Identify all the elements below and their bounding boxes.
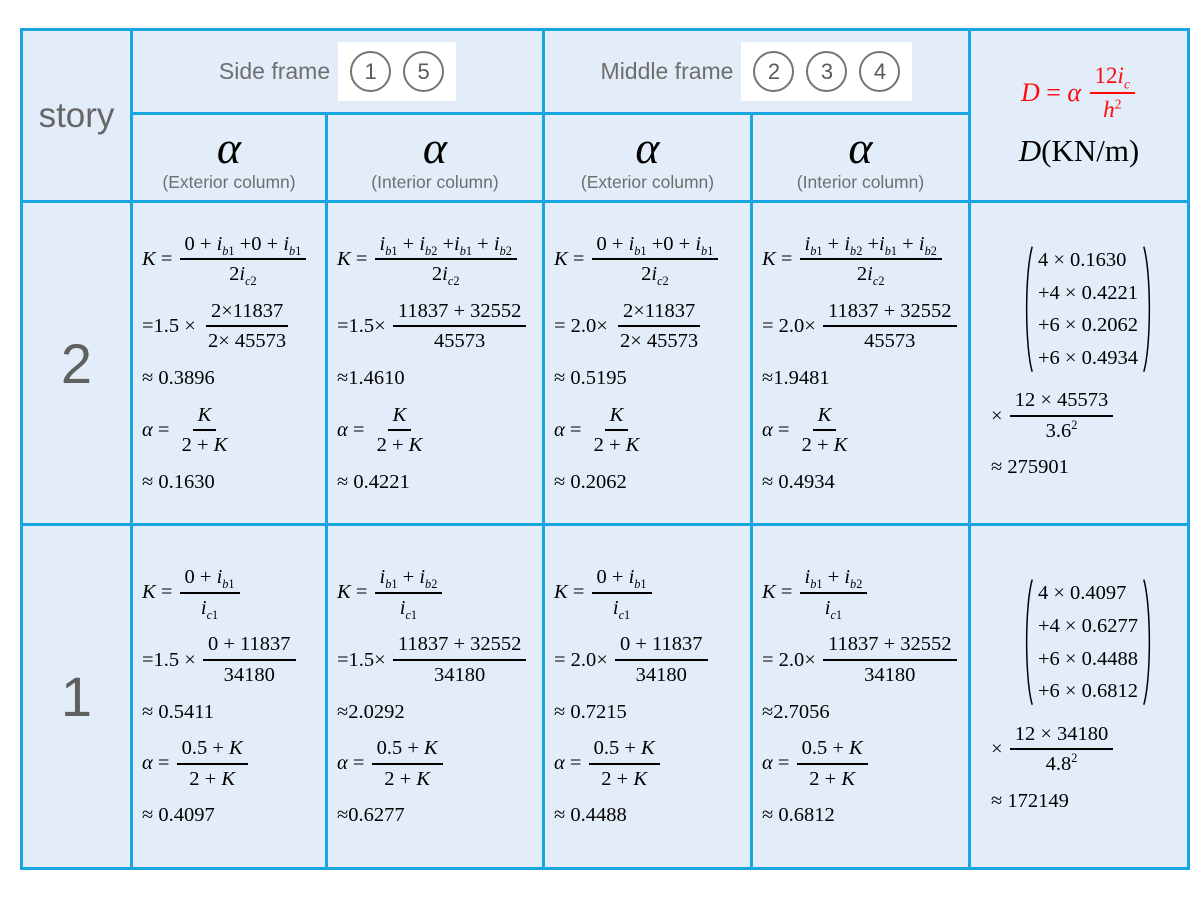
formula-cell-story1-side-interior xyxy=(328,526,545,867)
formula-line: ≈ 0.4488 xyxy=(554,804,627,827)
formula-line: ≈ 0.4221 xyxy=(337,470,410,493)
alpha-header-side-exterior xyxy=(133,115,328,203)
formula-line: × $\frac{12 \times 45573}{3.6^2}$ xyxy=(991,388,1115,443)
formula-line: = 2.0× $\frac{11837 + 32552}{45573}$ xyxy=(762,299,959,354)
fraction: $\frac{2\times 11837}{2\times 45573}$ xyxy=(615,299,703,354)
formula-cell-story2-side-interior xyxy=(328,203,545,526)
circled-number-4: 4 xyxy=(859,51,900,92)
fraction: $\frac{11837 + 32552}{45573}$ xyxy=(823,299,957,354)
formula-line: K = $\frac{0 + i_{b1} +0 + i_{b1}}{2i_{c2}}$ xyxy=(554,232,720,287)
formula-line: × $\frac{12 \times 34180}{4.8^2}$ xyxy=(991,722,1115,777)
fraction: $\frac{0 + i_{b1} +0 + i_{b1}}{2i_{c2}}$ xyxy=(180,232,307,287)
formula-line: =1.5 × $\frac{2\times 11837}{2\times 45573}$ xyxy=(142,299,293,354)
formula-line: α = $\frac{K}{2 + K}$ xyxy=(762,403,854,458)
paren-term: +6 × 0.2062 xyxy=(1038,314,1138,337)
formula-line: = 2.0× $\frac{0 + 11837}{34180}$ xyxy=(554,632,710,687)
formula-cell-story1-middle-exterior xyxy=(545,526,753,867)
formula-line: α = $\frac{K}{2 + K}$ xyxy=(142,403,234,458)
formula-line: K = $\frac{i_{b1} + i_{b2}}{i_{c1}}$ xyxy=(337,565,444,620)
alpha-symbol: α xyxy=(216,121,242,173)
fraction: $\frac{11837 + 32552}{34180}$ xyxy=(823,632,957,687)
formula-line: ≈ 0.4934 xyxy=(762,470,835,493)
circled-number-3: 3 xyxy=(806,51,847,92)
fraction: $\frac{0.5 + K}{2 + K}$ xyxy=(797,736,868,791)
circled-number-2: 2 xyxy=(753,51,794,92)
formula-line: α = $\frac{0.5 + K}{2 + K}$ xyxy=(554,736,662,791)
circled-number-1: 1 xyxy=(350,51,391,92)
story-2-label: 2 xyxy=(23,203,133,526)
formula-line: =1.5 × $\frac{0 + 11837}{34180}$ xyxy=(142,632,298,687)
right-paren xyxy=(1141,577,1154,707)
story-1-label: 1 xyxy=(23,526,133,867)
calculation-table xyxy=(20,28,1190,870)
formula-cell-story2-middle-exterior xyxy=(545,203,753,526)
left-paren xyxy=(1022,577,1035,707)
fraction: $\frac{K}{2 + K}$ xyxy=(593,403,640,457)
middle-frame-circled-numbers xyxy=(741,42,912,101)
formula-line: α = $\frac{0.5 + K}{2 + K}$ xyxy=(762,736,870,791)
fraction: $\frac{0 + i_{b1} +0 + i_{b1}}{2i_{c2}}$ xyxy=(592,232,719,287)
paren-term: +4 × 0.6277 xyxy=(1038,615,1138,638)
alpha-symbol: α xyxy=(422,121,448,173)
fraction: $\frac{12i_c}{h^2}$ xyxy=(1090,62,1136,123)
paren-term: 4 × 0.4097 xyxy=(1038,582,1127,605)
fraction: $\frac{K}{2 + K}$ xyxy=(376,403,423,457)
alpha-note: (Interior column) xyxy=(796,171,925,192)
formula-line: =1.5× $\frac{11837 + 32552}{45573}$ xyxy=(337,299,528,354)
formula-line: K = $\frac{0 + i_{b1}}{i_{c1}}$ xyxy=(554,565,654,620)
left-paren xyxy=(1022,244,1035,374)
formula-cell-story2-side-exterior xyxy=(133,203,328,526)
formula-line xyxy=(1022,577,1154,707)
fraction: $\frac{12 \times 34180}{4.8^2}$ xyxy=(1010,722,1114,777)
fraction: $\frac{0.5 + K}{2 + K}$ xyxy=(177,736,248,791)
formula-line: ≈ 172149 xyxy=(991,789,1069,812)
formula-line: ≈ 275901 xyxy=(991,456,1069,479)
side-frame-label: Side frame xyxy=(218,58,331,84)
paren-term: +4 × 0.4221 xyxy=(1038,281,1138,304)
formula-line: ≈ 0.5411 xyxy=(142,700,214,723)
middle-frame-label: Middle frame xyxy=(600,58,734,84)
formula-line: ≈ 0.3896 xyxy=(142,367,215,389)
formula-line: =1.5× $\frac{11837 + 32552}{34180}$ xyxy=(337,632,528,687)
formula-line: ≈1.9481 xyxy=(762,367,830,389)
formula-cell-story1-side-exterior xyxy=(133,526,328,867)
fraction: $\frac{i_{b1} + i_{b2} +i_{b1} + i_{b2}}{2i_{c2}}$ xyxy=(800,232,942,287)
formula-line: K = $\frac{i_{b1} + i_{b2} +i_{b1} + i_{b2}}{2i_{c2}}$ xyxy=(337,232,519,287)
fraction: $\frac{12 \times 45573}{3.6^2}$ xyxy=(1010,388,1114,443)
formula-cell-story2-middle-interior xyxy=(753,203,971,526)
side-frame-circled-numbers xyxy=(338,42,456,101)
formula-line: K = $\frac{0 + i_{b1}}{i_{c1}}$ xyxy=(142,565,242,620)
formula-line: ≈ 0.2062 xyxy=(554,470,627,493)
alpha-note: (Exterior column) xyxy=(580,171,715,192)
alpha-header-side-interior xyxy=(328,115,545,203)
formula-line: ≈2.0292 xyxy=(337,700,405,723)
formula-line: K = $\frac{i_{b1} + i_{b2} +i_{b1} + i_{b2}}{2i_{c2}}$ xyxy=(762,232,944,287)
formula-line: α = $\frac{0.5 + K}{2 + K}$ xyxy=(142,736,250,791)
fraction: $\frac{0 + i_{b1}}{i_{c1}}$ xyxy=(180,565,240,620)
paren-group xyxy=(1022,577,1154,707)
fraction: $\frac{0 + 11837}{34180}$ xyxy=(203,632,296,687)
d-formula: D = α $\frac{12i_c}{h^2}$ xyxy=(1021,62,1137,123)
formula-line: α = $\frac{K}{2 + K}$ xyxy=(337,403,429,458)
formula-line xyxy=(1022,244,1154,374)
fraction: $\frac{K}{2 + K}$ xyxy=(181,403,228,457)
fraction: $\frac{i_{b1} + i_{b2}}{i_{c1}}$ xyxy=(800,565,868,620)
alpha-symbol: α xyxy=(635,121,660,173)
formula-line: ≈ 0.6812 xyxy=(762,804,835,827)
formula-line: ≈ 0.4097 xyxy=(142,804,215,827)
formula-line: ≈ 0.5195 xyxy=(554,367,627,389)
d-unit-label: D(KN/m) xyxy=(1018,132,1140,168)
paren-term: 4 × 0.1630 xyxy=(1038,248,1127,271)
side-frame-header xyxy=(133,31,545,115)
middle-frame-header xyxy=(545,31,971,115)
formula-line: K = $\frac{i_{b1} + i_{b2}}{i_{c1}}$ xyxy=(762,565,869,620)
alpha-symbol: α xyxy=(848,121,873,173)
formula-cell-story1-middle-interior xyxy=(753,526,971,867)
alpha-header-middle-interior xyxy=(753,115,971,203)
paren-group xyxy=(1022,244,1154,374)
fraction: $\frac{i_{b1} + i_{b2}}{i_{c1}}$ xyxy=(375,565,443,620)
formula-line: α = $\frac{K}{2 + K}$ xyxy=(554,403,646,458)
story-header-label: story xyxy=(38,95,115,135)
fraction: $\frac{0 + 11837}{34180}$ xyxy=(615,632,708,687)
formula-line: ≈ 0.1630 xyxy=(142,470,215,493)
formula-line: ≈0.6277 xyxy=(337,804,405,827)
formula-line: = 2.0× $\frac{2\times 11837}{2\times 45573}$ xyxy=(554,299,705,354)
fraction: $\frac{0.5 + K}{2 + K}$ xyxy=(589,736,660,791)
fraction: $\frac{K}{2 + K}$ xyxy=(801,403,848,457)
paren-term: +6 × 0.6812 xyxy=(1038,680,1138,703)
fraction: $\frac{0 + i_{b1}}{i_{c1}}$ xyxy=(592,565,652,620)
formula-line: α = $\frac{0.5 + K}{2 + K}$ xyxy=(337,736,445,791)
fraction: $\frac{i_{b1} + i_{b2} +i_{b1} + i_{b2}}{2i_{c2}}$ xyxy=(375,232,517,287)
formula-line: ≈1.4610 xyxy=(337,367,405,389)
formula-line: K = $\frac{0 + i_{b1} +0 + i_{b1}}{2i_{c2}}$ xyxy=(142,232,308,287)
alpha-header-middle-exterior xyxy=(545,115,753,203)
fraction: $\frac{0.5 + K}{2 + K}$ xyxy=(372,736,443,791)
d-column-header xyxy=(971,31,1187,203)
formula-line: = 2.0× $\frac{11837 + 32552}{34180}$ xyxy=(762,632,959,687)
paren-term: +6 × 0.4934 xyxy=(1038,346,1138,369)
d-value-cell-story1 xyxy=(971,526,1187,867)
d-value-cell-story2 xyxy=(971,203,1187,526)
fraction: $\frac{11837 + 32552}{45573}$ xyxy=(393,299,527,354)
right-paren xyxy=(1141,244,1154,374)
paren-term: +6 × 0.4488 xyxy=(1038,647,1138,670)
formula-line: ≈ 0.7215 xyxy=(554,700,627,723)
story-column-header xyxy=(23,31,133,203)
fraction: $\frac{2\times 11837}{2\times 45573}$ xyxy=(203,299,291,354)
alpha-note: (Interior column) xyxy=(371,171,499,192)
formula-line: ≈2.7056 xyxy=(762,700,830,723)
fraction: $\frac{11837 + 32552}{34180}$ xyxy=(393,632,527,687)
alpha-note: (Exterior column) xyxy=(162,171,296,192)
circled-number-5: 5 xyxy=(403,51,444,92)
